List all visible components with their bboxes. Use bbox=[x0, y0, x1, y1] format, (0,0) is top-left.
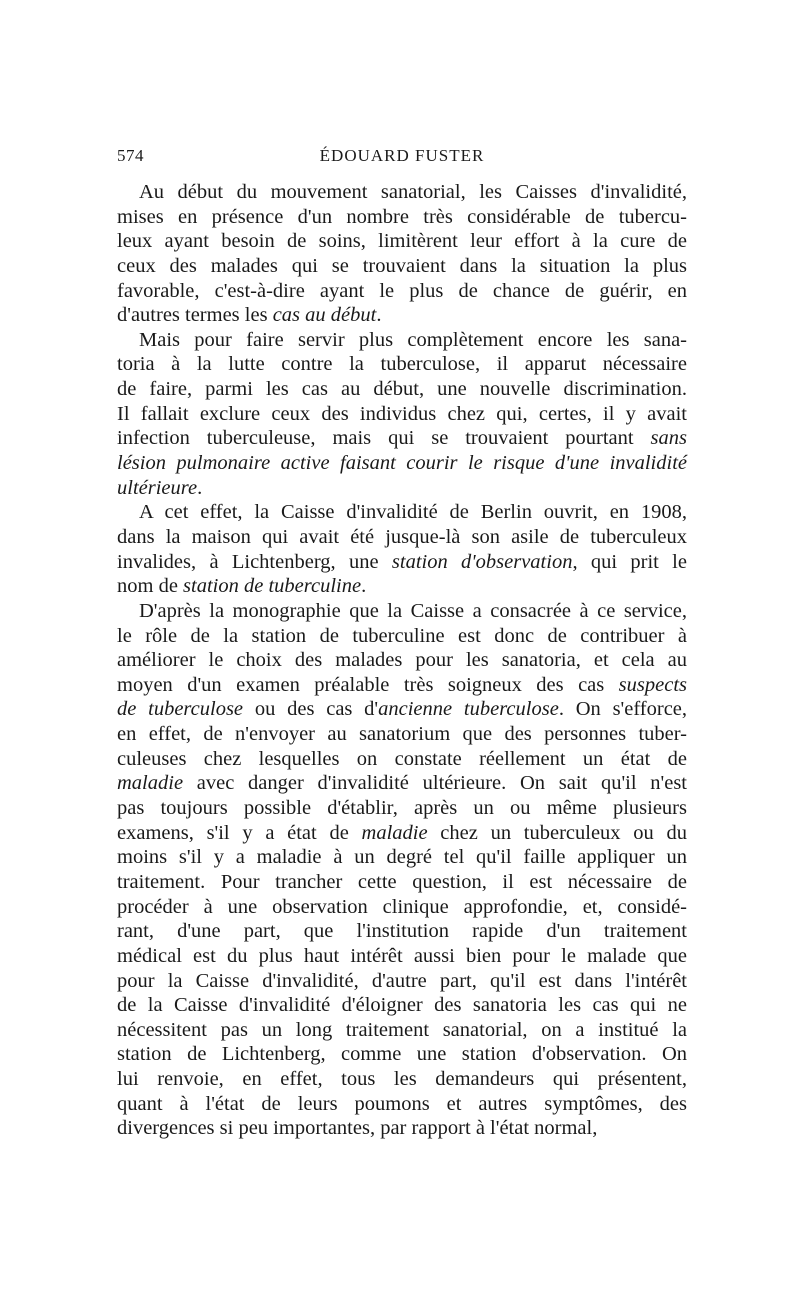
text-line bbox=[117, 1067, 687, 1092]
text-line bbox=[117, 895, 687, 920]
text-run: chez un tuberculeux ou du bbox=[427, 821, 687, 844]
italic-text: maladie bbox=[117, 772, 184, 795]
text-run: Au début du mouvement sanatorial, les Caisses d'invalidité, bbox=[139, 181, 687, 203]
text-line bbox=[117, 352, 687, 377]
text-run: améliorer le choix des malades pour les sanatoria, et cela au bbox=[117, 649, 687, 672]
text-run: en effet, de n'envoyer au sanatorium que des personnes tuber- bbox=[117, 723, 687, 746]
text-run: , qui prit le bbox=[572, 550, 687, 573]
text-line bbox=[117, 279, 687, 304]
text-line bbox=[117, 451, 687, 476]
text-line bbox=[117, 599, 687, 624]
text-run: toria à la lutte contre la tuberculose, il apparut nécessaire bbox=[117, 353, 687, 376]
text-line bbox=[117, 402, 687, 427]
text-run: mises en présence d'un nombre très considérable de tubercu- bbox=[117, 205, 687, 228]
text-run: quant à l'état de leurs poumons et autres symptômes, des bbox=[117, 1092, 687, 1115]
text-run: . bbox=[361, 575, 367, 598]
text-run: rant, d'une part, que l'institution rapide d'un traitement bbox=[117, 920, 687, 943]
text-line bbox=[117, 648, 687, 673]
italic-text: lésion pulmonaire active faisant courir le risque d'une invalidité bbox=[117, 452, 687, 475]
text-line bbox=[117, 993, 687, 1018]
text-line bbox=[117, 944, 687, 969]
body-text bbox=[117, 180, 687, 1141]
text-run: . On s'efforce, bbox=[558, 698, 688, 721]
text-run: leux ayant besoin de soins, limitèrent leur effort à la cure de bbox=[117, 230, 687, 253]
italic-text: cas au début bbox=[272, 304, 377, 327]
text-line bbox=[117, 205, 687, 230]
running-head: ÉDOUARD FUSTER bbox=[319, 146, 485, 165]
text-run: . bbox=[376, 304, 382, 327]
text-line bbox=[117, 476, 687, 501]
text-run: ou des cas d' bbox=[243, 698, 379, 721]
text-run: dans la maison qui avait été jusque-là son asile de tuberculeux bbox=[117, 525, 687, 548]
text-run: moyen d'un examen préalable très soigneux des cas bbox=[117, 673, 619, 696]
paragraph bbox=[117, 500, 687, 599]
italic-text: ultérieure bbox=[117, 476, 198, 499]
text-line bbox=[117, 919, 687, 944]
text-line bbox=[117, 796, 687, 821]
paragraph bbox=[117, 328, 687, 500]
text-line bbox=[117, 1092, 687, 1117]
italic-text: station d'observation bbox=[391, 550, 573, 573]
text-run: nécessitent pas un long traitement sanatorial, on a institué la bbox=[117, 1018, 687, 1041]
text-line bbox=[117, 500, 687, 525]
text-line bbox=[117, 845, 687, 870]
text-run: traitement. Pour trancher cette question, il est nécessaire de bbox=[117, 870, 687, 893]
italic-text: maladie bbox=[361, 821, 428, 844]
text-line bbox=[117, 328, 687, 353]
text-run: pas toujours possible d'établir, après un ou même plusieurs bbox=[117, 797, 687, 820]
text-line bbox=[117, 697, 687, 722]
italic-text: de tuberculose bbox=[117, 698, 244, 721]
italic-text: station de tuberculine bbox=[183, 575, 362, 598]
text-run: examens, s'il y a état de bbox=[117, 821, 362, 844]
text-line bbox=[117, 254, 687, 279]
text-line bbox=[117, 525, 687, 550]
text-line bbox=[117, 377, 687, 402]
text-line bbox=[117, 229, 687, 254]
text-line bbox=[117, 550, 687, 575]
italic-text: sans bbox=[650, 427, 687, 450]
text-line bbox=[117, 1042, 687, 1067]
text-run: favorable, c'est-à-dire ayant le plus de chance de guérir, en bbox=[117, 279, 687, 302]
page-header bbox=[117, 146, 687, 170]
text-run: infection tuberculeuse, mais qui se trouvaient pourtant bbox=[117, 427, 651, 450]
page-number: 574 bbox=[117, 146, 144, 165]
text-run: D'après la monographie que la Caisse a consacrée à ce service, bbox=[139, 599, 687, 622]
text-run: procéder à une observation clinique approfondie, et, considé- bbox=[117, 895, 687, 918]
text-run: station de Lichtenberg, comme une station d'observation. On bbox=[117, 1043, 687, 1066]
text-run: pour la Caisse d'invalidité, d'autre part, qu'il est dans l'intérêt bbox=[117, 969, 687, 992]
text-run: le rôle de la station de tuberculine est donc de contribuer à bbox=[117, 624, 687, 647]
text-run: médical est du plus haut intérêt aussi bien pour le malade que bbox=[117, 944, 687, 967]
paragraph bbox=[117, 180, 687, 328]
text-run: moins s'il y a maladie à un degré tel qu'il faille appliquer un bbox=[117, 846, 687, 869]
text-line bbox=[117, 426, 687, 451]
text-line bbox=[117, 673, 687, 698]
text-line bbox=[117, 303, 687, 328]
text-line bbox=[117, 180, 687, 205]
italic-text: suspects bbox=[618, 673, 687, 696]
text-line bbox=[117, 870, 687, 895]
italic-text: ancienne tuberculose bbox=[378, 698, 559, 721]
text-line bbox=[117, 1116, 687, 1141]
paragraph bbox=[117, 599, 687, 1141]
text-run: Mais pour faire servir plus complètement encore les sana- bbox=[139, 328, 687, 351]
text-line bbox=[117, 771, 687, 796]
text-line bbox=[117, 1018, 687, 1043]
text-run: avec danger d'invalidité ultérieure. On sait qu'il n'est bbox=[183, 772, 687, 795]
text-run: nom de bbox=[117, 575, 184, 598]
text-line bbox=[117, 747, 687, 772]
text-run: ceux des malades qui se trouvaient dans la situation la plus bbox=[117, 254, 687, 277]
text-line bbox=[117, 969, 687, 994]
text-line bbox=[117, 821, 687, 846]
text-run: de la Caisse d'invalidité d'éloigner des sanatoria les cas qui ne bbox=[117, 994, 687, 1017]
text-run: de faire, parmi les cas au début, une nouvelle discrimination. bbox=[117, 378, 687, 401]
text-line bbox=[117, 722, 687, 747]
text-run: lui renvoie, en effet, tous les demandeurs qui présentent, bbox=[117, 1068, 687, 1091]
text-line bbox=[117, 574, 687, 599]
text-run: invalides, à Lichtenberg, une bbox=[117, 550, 392, 573]
text-run: divergences si peu importantes, par rapport à l'état normal, bbox=[117, 1117, 598, 1140]
text-run: culeuses chez lesquelles on constate réellement un état de bbox=[117, 747, 687, 770]
text-run: Il fallait exclure ceux des individus chez qui, certes, il y avait bbox=[117, 402, 687, 425]
text-line bbox=[117, 624, 687, 649]
text-run: A cet effet, la Caisse d'invalidité de Berlin ouvrit, en 1908, bbox=[139, 501, 687, 524]
text-run: d'autres termes les bbox=[117, 304, 273, 327]
text-run: . bbox=[197, 476, 203, 499]
